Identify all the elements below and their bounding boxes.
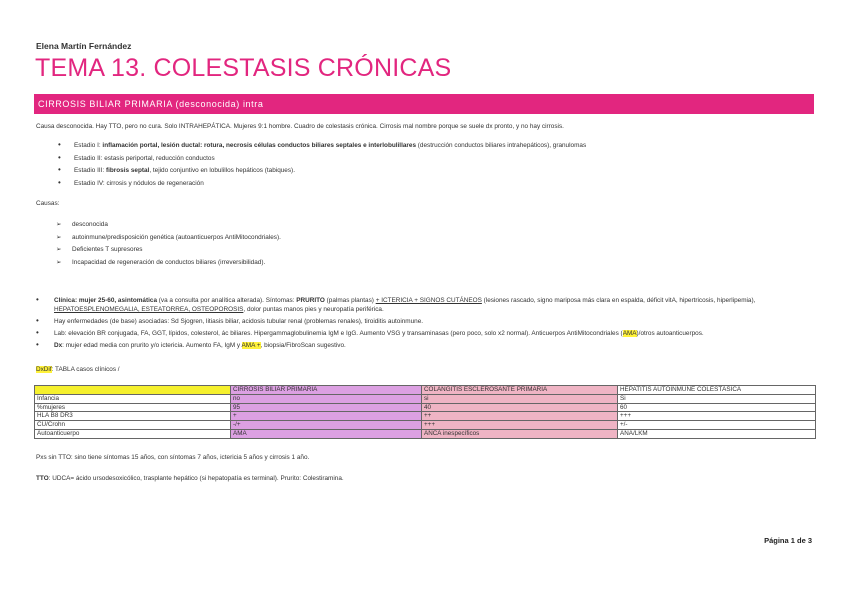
table-header-cell: COLANGITIS ESCLEROSANTE PRIMARIA — [422, 386, 618, 395]
table-cell: Infancia — [35, 394, 231, 403]
table-row — [35, 412, 816, 421]
table-cell: ANA/LKM — [618, 429, 816, 438]
clinic-item: • Clínica: mujer 25-60, asintomática (va a consulta por analítica alterada). Síntomas: PRURITO (palmas plantas) + ICTERICIA + SIGNOS CUTÁNEOS (lesiones rascado, signo mariposa más clara en espalda, déficit vitA, hipertricosis, hiperlipemia), HEPATOESPLENOMEGALIA, ESTEATORREA, OSTEOPOROSIS, dolor puntas manos pies y neuropatía periférica. — [36, 296, 816, 314]
table-cell: +++ — [618, 412, 816, 421]
cause-item: ➢ Incapacidad de regeneración de conductos biliares (irreversibilidad). — [56, 258, 281, 271]
treatment-line: TTO: UDCA= ácido ursodesoxicólico, trasplante hepático (si hepatopatía es terminal). Prurito: Colestiramina. — [36, 475, 344, 482]
associated-diseases-item: • Hay enfermedades (de base) asociadas: Sd Sjogren, litiasis biliar, acidosis tubular renal (problemas renales), tiroiditis autoinmune. — [36, 317, 816, 326]
table-cell: Si — [618, 394, 816, 403]
table-row — [35, 429, 816, 438]
page-number: Página 1 de 3 — [764, 536, 812, 545]
table-row — [35, 421, 816, 430]
table-row — [35, 394, 816, 403]
table-cell: CU/Crohn — [35, 421, 231, 430]
stages-list — [58, 141, 586, 191]
clinical-list — [36, 296, 816, 353]
table-cell: ++ — [422, 412, 618, 421]
table-cell: 40 — [422, 403, 618, 412]
table-header-cell: HEPATITIS AUTOINMUNE COLESTÁSICA — [618, 386, 816, 395]
table-cell: +/- — [618, 421, 816, 430]
section-heading: CIRROSIS BILIAR PRIMARIA (desconocida) intra — [34, 94, 814, 114]
table-cell: 60 — [618, 403, 816, 412]
table-cell: Autoanticuerpo — [35, 429, 231, 438]
prognosis-line: Pxs sin TTO: sino tiene síntomas 15 años, con síntomas 7 años, ictericia 5 años y cirrosis 1 año. — [36, 454, 310, 461]
table-cell: %mujeres — [35, 403, 231, 412]
table-header-row — [35, 386, 816, 395]
cause-item: ➢ desconocida — [56, 220, 281, 233]
table-cell: no — [231, 394, 422, 403]
stage-item: • Estadio II: estasis periportal, reducción conductos — [58, 154, 586, 167]
table-header-cell: CIRROSIS BILIAR PRIMARIA — [231, 386, 422, 395]
table-cell: HLA B8 DR3 — [35, 412, 231, 421]
table-cell: + — [231, 412, 422, 421]
table-cell: +++ — [422, 421, 618, 430]
causes-label: Causas: — [36, 200, 60, 207]
differential-table — [34, 385, 816, 439]
table-row — [35, 403, 816, 412]
table-header-cell — [35, 386, 231, 395]
table-cell: AMA — [231, 429, 422, 438]
table-cell: si — [422, 394, 618, 403]
table-cell: -/+ — [231, 421, 422, 430]
table-cell: ANCA inespecíficos — [422, 429, 618, 438]
table-cell: 95 — [231, 403, 422, 412]
stage-item: • Estadio III: fibrosis septal, tejido conjuntivo en lobulillos hepáticos (tabiques). — [58, 166, 586, 179]
lab-item: • Lab: elevación BR conjugada, FA, GGT, lípidos, colesterol, ác biliares. Hipergammaglobulinemia IgM e IgG. Aumento VSG y transaminasas (pero poco, solo x2 normal). Anticuerpos AntiMitocondriales (AMA)/otros autoanticuerpos. — [36, 329, 816, 338]
cause-item: ➢ Deficientes T supresores — [56, 245, 281, 258]
causes-list — [56, 220, 281, 270]
stage-item: • Estadio I: inflamación portal, lesión ductal: rotura, necrosis células conductos biliares septales e interlobulillares (destrucción conductos biliares intrahepáticos), granulomas — [58, 141, 586, 154]
intro-paragraph: Causa desconocida. Hay TTO, pero no cura. Solo INTRAHEPÁTICA. Mujeres 9:1 hombre. Cuadro de colestasis crónica. Cirrosis mal nombre porque se suele dx pronto, y no hay cirrosis. — [36, 123, 564, 130]
author-name: Elena Martín Fernández — [36, 41, 132, 51]
dx-item: • Dx: mujer edad media con prurito y/o ictericia. Aumento FA, IgM y AMA +, biopsia/FibroScan sugestivo. — [36, 341, 816, 350]
stage-item: • Estadio IV: cirrosis y nódulos de regeneración — [58, 179, 586, 192]
page-title: TEMA 13. COLESTASIS CRÓNICAS — [35, 54, 452, 82]
dxdif-line: DxDif: TABLA casos clínicos / — [36, 366, 120, 373]
cause-item: ➢ autoinmune/predisposición genética (autoanticuerpos AntiMitocondriales). — [56, 233, 281, 246]
